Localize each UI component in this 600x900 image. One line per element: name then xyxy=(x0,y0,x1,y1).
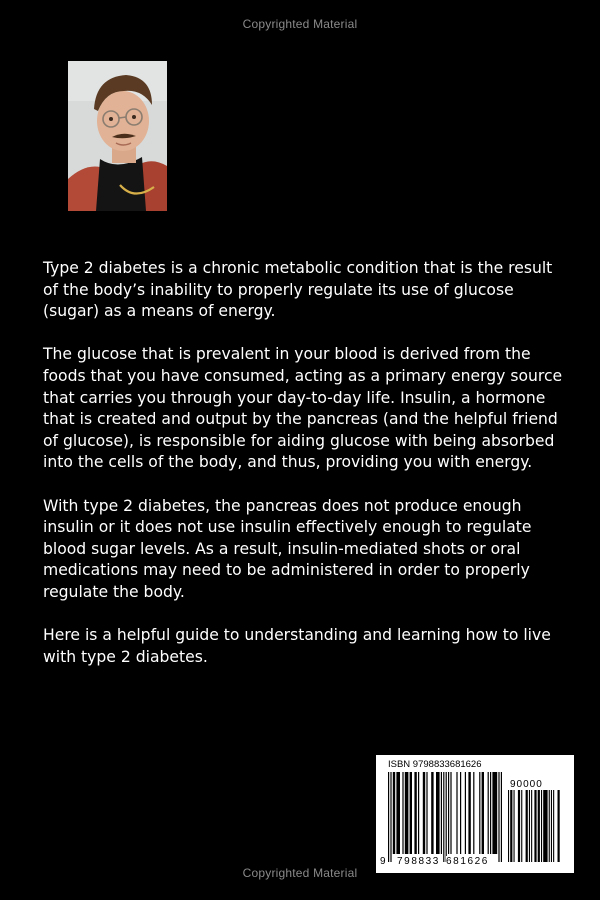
barcode-bar xyxy=(423,772,425,854)
barcode-bar xyxy=(390,772,391,862)
barcode-bar xyxy=(479,772,480,854)
author-photo xyxy=(68,61,167,211)
barcode-bar xyxy=(446,772,447,862)
copyright-watermark-bottom: Copyrighted Material xyxy=(242,866,358,880)
blurb-paragraph-2: The glucose that is prevalent in your blood is derived from the foods that you have consumed, acting as a primary energy source that carries you through your day-to-day life. Insulin, a hormone that is created and output by the pancreas (and the helpful friend of glucose), is responsible for aiding glucose with being absorbed into the cells of the body, and thus, providing you with energy. xyxy=(43,345,563,472)
barcode-bar xyxy=(529,790,530,862)
barcode-bar xyxy=(443,772,444,862)
barcode-bar xyxy=(456,772,457,854)
barcode-bar xyxy=(549,790,550,862)
barcode-bar xyxy=(538,790,540,862)
back-cover-blurb xyxy=(43,258,563,690)
barcode-bar xyxy=(501,772,502,862)
isbn-label: ISBN 9798833681626 xyxy=(388,759,482,770)
barcode-bar xyxy=(526,790,528,862)
blurb-paragraph-1: Type 2 diabetes is a chronic metabolic condition that is the result of the body’s inability to properly regulate its use of glucose (sugar) as a means of energy. xyxy=(43,259,553,321)
barcode-bar xyxy=(492,772,497,854)
barcode-bar xyxy=(388,772,389,862)
barcode-bar xyxy=(460,772,461,854)
barcode-bar xyxy=(551,790,552,862)
barcode-bar xyxy=(531,790,532,862)
blurb-paragraph-4: Here is a helpful guide to understanding and learning how to live with type 2 diabetes. xyxy=(43,626,551,666)
barcode-bar xyxy=(488,772,489,854)
barcode-bar xyxy=(448,772,449,854)
barcode-bar xyxy=(558,790,560,862)
barcode-bar xyxy=(465,772,466,854)
barcode-digits-left: 798833 xyxy=(397,856,440,867)
blurb-paragraph-3: With type 2 diabetes, the pancreas does not produce enough insulin or it does not use insulin effectively enough to regulate blood sugar levels. As a result, insulin-mediated shots or oral medications may need to be administered in order to properly regulate the body. xyxy=(43,496,532,601)
copyright-watermark-top: Copyrighted Material xyxy=(242,17,358,31)
barcode-bar xyxy=(534,790,536,862)
barcode-bar xyxy=(482,772,484,854)
barcode-bar xyxy=(405,772,409,854)
barcode-bar xyxy=(396,772,400,854)
barcode-bar xyxy=(508,790,509,862)
barcode-bar xyxy=(393,772,395,854)
barcode-bar xyxy=(510,790,512,862)
barcode-bar xyxy=(402,772,403,854)
barcode-bar xyxy=(473,772,474,854)
barcode-bar xyxy=(410,772,412,854)
isbn-barcode xyxy=(376,755,574,873)
barcode-bars-main xyxy=(388,772,504,864)
barcode-bar xyxy=(441,772,442,854)
barcode-bar xyxy=(518,790,520,862)
barcode-bar xyxy=(418,772,419,854)
barcode-digits-right: 681626 xyxy=(446,856,489,867)
barcode-bar xyxy=(414,772,416,854)
barcode-bar xyxy=(543,790,547,862)
price-code: 90000 xyxy=(510,779,543,790)
barcode-bar xyxy=(541,790,542,862)
barcode-bar xyxy=(450,772,451,854)
barcode-bar xyxy=(521,790,522,862)
barcode-bar xyxy=(553,790,554,862)
barcode-bar xyxy=(431,772,433,854)
barcode-bar xyxy=(514,790,515,862)
barcode-bar xyxy=(490,772,491,854)
barcode-bar xyxy=(426,772,427,854)
barcode-bars-addon xyxy=(508,790,564,864)
barcode-bar xyxy=(436,772,440,854)
barcode-digit-first: 9 xyxy=(380,856,388,867)
barcode-bar xyxy=(468,772,470,854)
barcode-bar xyxy=(498,772,499,862)
